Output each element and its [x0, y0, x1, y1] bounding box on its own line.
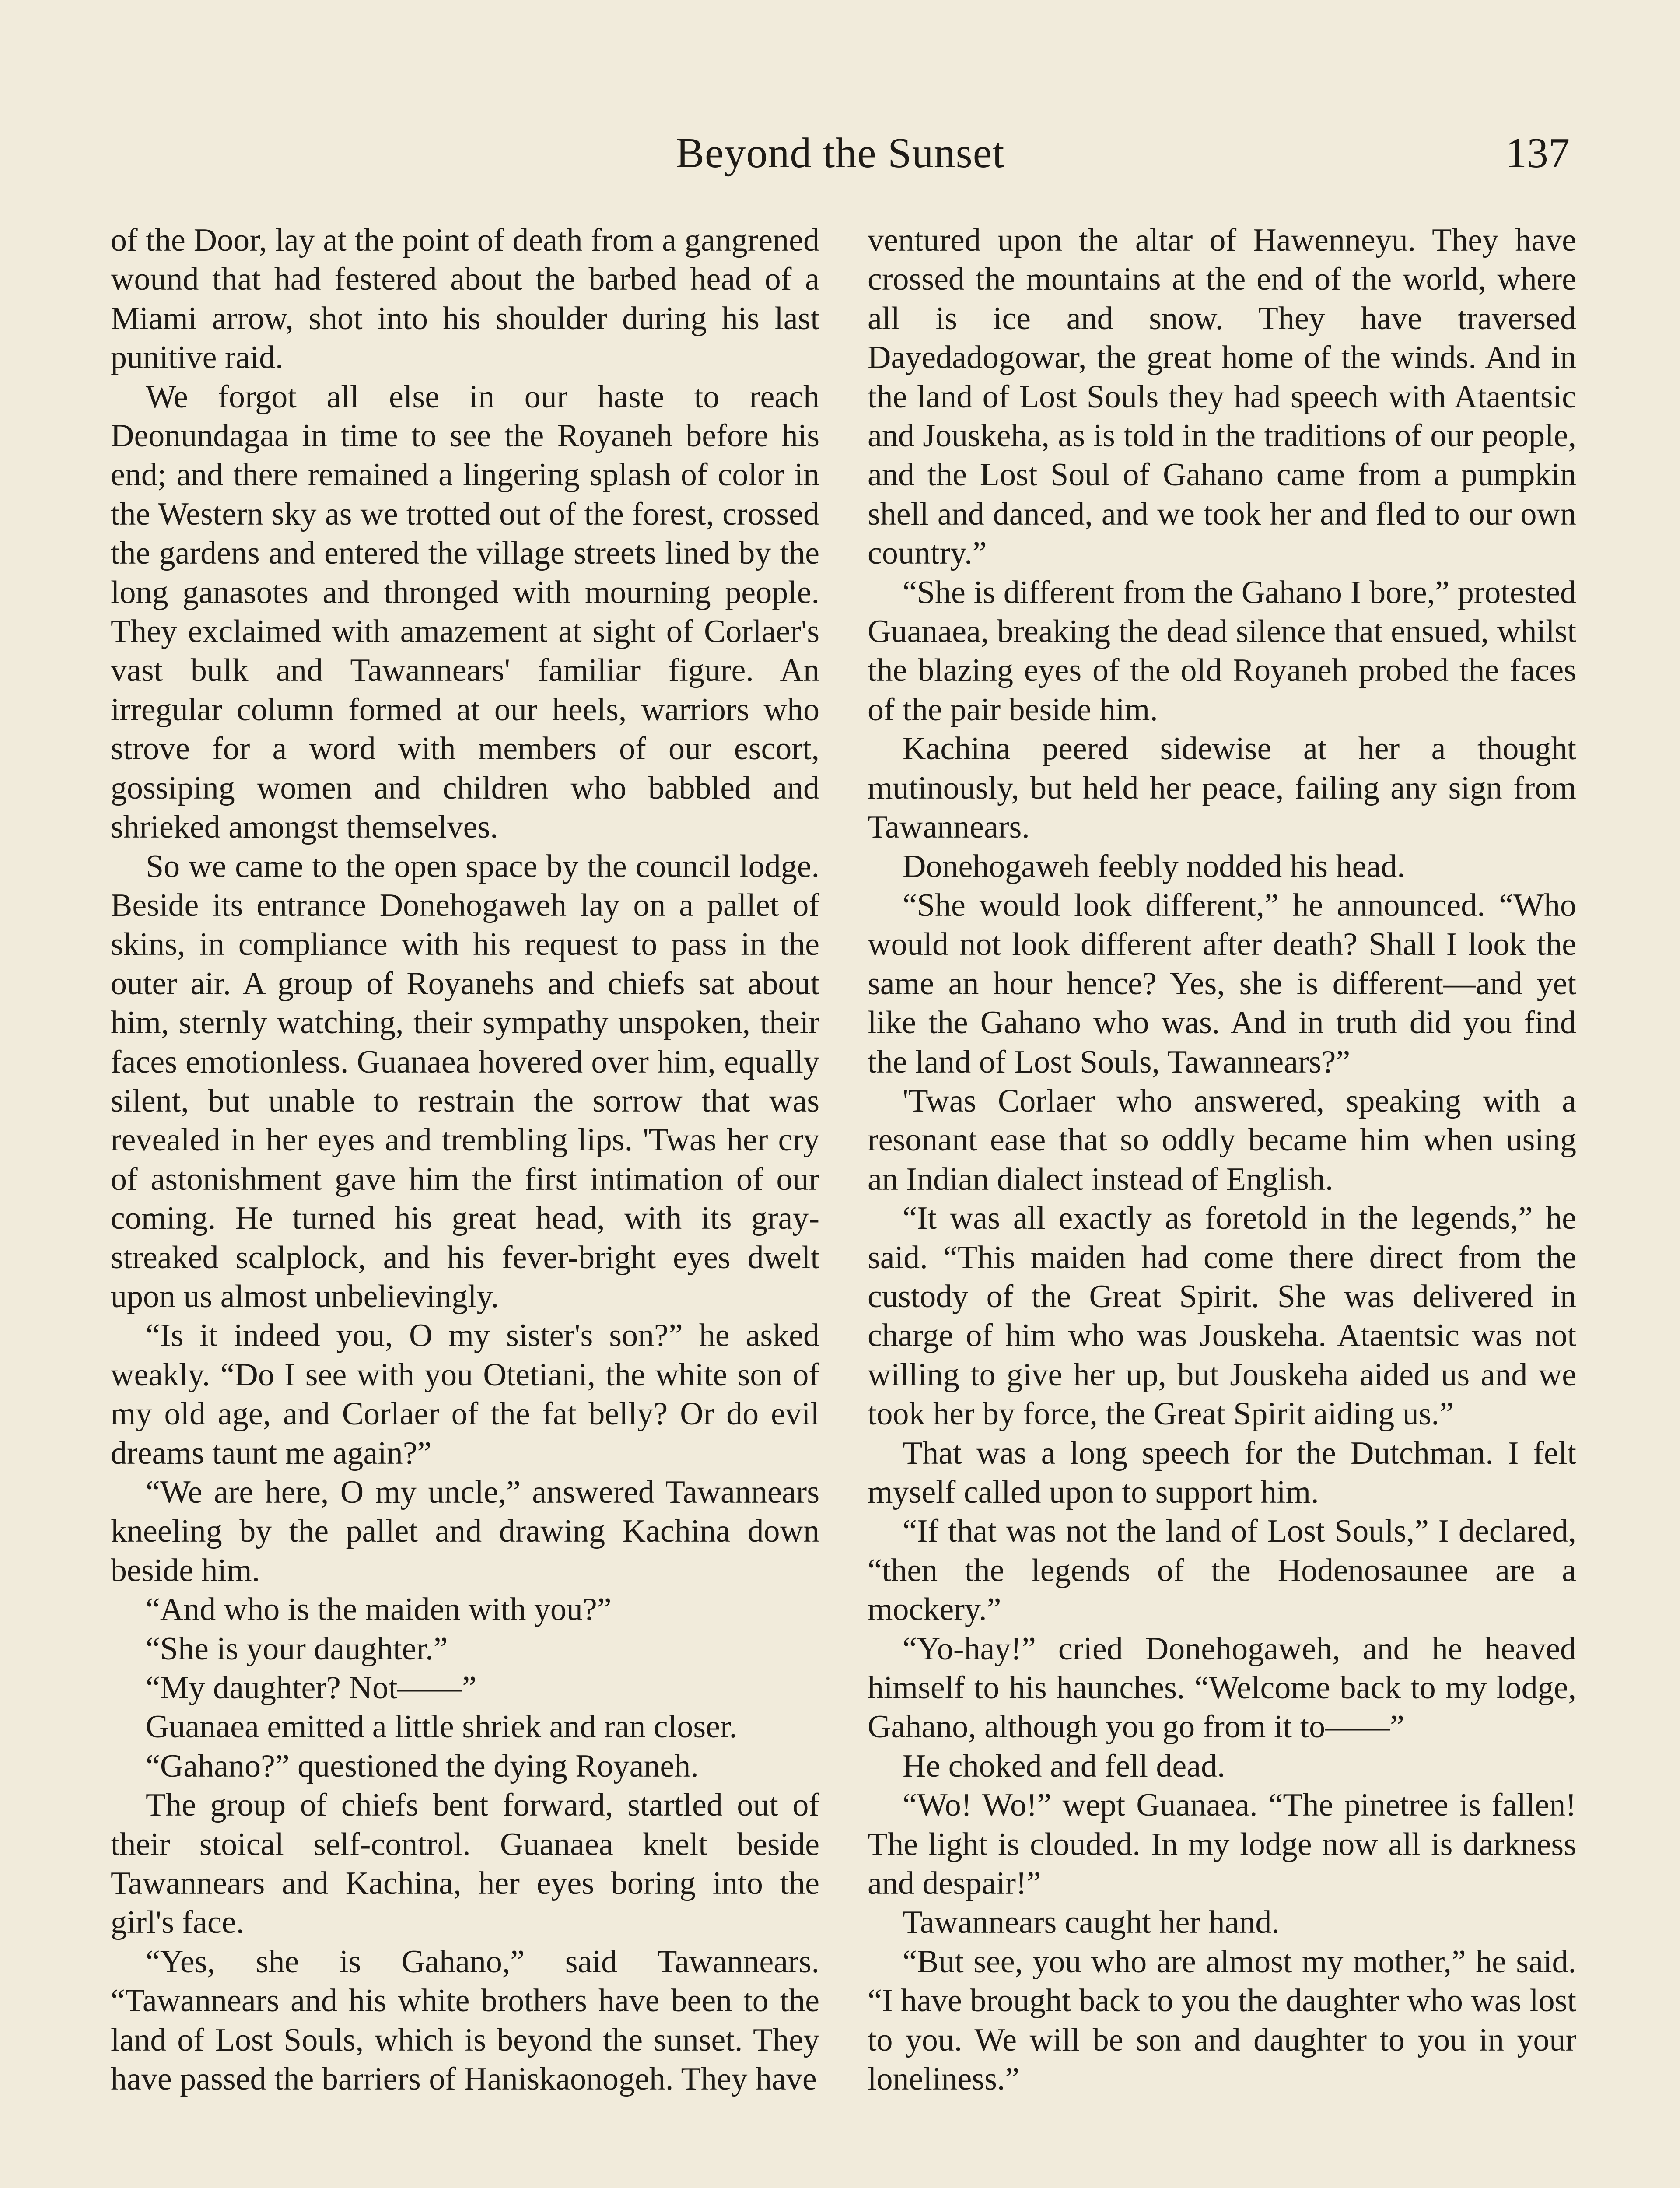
paragraph: “And who is the maiden with you?”: [146, 1592, 612, 1628]
right-column: [868, 221, 1576, 2099]
paragraph: Guanaea emitted a little shriek and ran closer.: [146, 1709, 738, 1745]
paragraph: “Yes, she is Gahano,” said Tawannears. “Tawannears and his white brothers have been to the land of Lost Souls, which is beyond the sunset. They have passed the barriers of Haniskaonogeh. They have: [111, 1943, 819, 2097]
paragraph: “But see, you who are almost my mother,” he said. “I have brought back to you the daughter who was lost to you. We will be son and daughter to you in your loneliness.”: [868, 1943, 1576, 2097]
paragraph: ventured upon the altar of Hawenneyu. They have crossed the mountains at the end of the world, where all is ice and snow. They have traversed Dayedadogowar, the great home of the winds. And in the land of Lost Souls they had speech with Ataentsic and Jouskeha, as is told in the traditions of our people, and the Lost Soul of Gahano came from a pumpkin shell and danced, and we took her and fled to our own country.”: [868, 222, 1576, 572]
paragraph: We forgot all else in our haste to reach Deonundagaa in time to see the Royaneh before his end; and there remained a lingering splash of color in the Western sky as we trotted out of the forest, crossed the gardens and entered the village streets lined by the long ganasotes and thronged with mourning people. They exclaimed with amazement at sight of Corlaer's vast bulk and Tawannears' familiar figure. An irregular column formed at our heels, warriors who strove for a word with members of our escort, gossiping women and children who babbled and shrieked amongst themselves.: [111, 379, 819, 845]
paragraph: “My daughter? Not——”: [146, 1670, 477, 1706]
paragraph: That was a long speech for the Dutchman. I felt myself called upon to support him.: [868, 1435, 1576, 1510]
paragraph: Tawannears caught her hand.: [903, 1904, 1280, 1941]
paragraph: “She is different from the Gahano I bore,” protested Guanaea, breaking the dead silence that ensued, whilst the blazing eyes of the old Royaneh probed the faces of the pair beside him.: [868, 574, 1576, 728]
paragraph: “Is it indeed you, O my sister's son?” he asked weakly. “Do I see with you Otetiani, the white son of my old age, and Corlaer of the fat belly? Or do evil dreams taunt me again?”: [111, 1318, 819, 1471]
paragraph: Kachina peered sidewise at her a thought mutinously, but held her peace, failing any sign from Tawannears.: [868, 731, 1576, 845]
paragraph: Donehogaweh feebly nodded his head.: [903, 848, 1405, 884]
left-column: [111, 221, 819, 2099]
paragraph: 'Twas Corlaer who answered, speaking with a resonant ease that so oddly became him when using an Indian dialect instead of English.: [868, 1083, 1576, 1197]
paragraph: “We are here, O my uncle,” answered Tawannears kneeling by the pallet and drawing Kachina down beside him.: [111, 1474, 819, 1588]
paragraph: He choked and fell dead.: [903, 1748, 1225, 1784]
page-header: [111, 120, 1570, 186]
paragraph: of the Door, lay at the point of death from a gangrened wound that had festered about the barbed head of a Miami arrow, shot into his shoulder during his last punitive raid.: [111, 222, 819, 376]
paragraph: “Wo! Wo!” wept Guanaea. “The pinetree is fallen! The light is clouded. In my lodge now all is darkness and despair!”: [868, 1787, 1576, 1902]
paragraph: “If that was not the land of Lost Souls,” I declared, “then the legends of the Hodenosaunee are a mockery.”: [868, 1513, 1576, 1628]
paragraph: “She would look different,” he announced. “Who would not look different after death? Shall I look the same an hour hence? Yes, she is different—and yet like the Gahano who was. And in truth did you find the land of Lost Souls, Tawannears?”: [868, 887, 1576, 1080]
running-title: Beyond the Sunset: [676, 130, 1005, 177]
paragraph: “Yo-hay!” cried Donehogaweh, and he heaved himself to his haunches. “Welcome back to my lodge, Gahano, although you go from it to——”: [868, 1630, 1576, 1745]
page-number: 137: [1505, 130, 1570, 177]
paragraph: “She is your daughter.”: [146, 1630, 448, 1667]
paragraph: “It was all exactly as foretold in the legends,” he said. “This maiden had come there direct from the custody of the Great Spirit. She was delivered in charge of him who was Jouskeha. Ataentsic was not willing to give her up, but Jouskeha aided us and we took her by force, the Great Spirit aiding us.”: [868, 1200, 1576, 1432]
paragraph: “Gahano?” questioned the dying Royaneh.: [146, 1748, 699, 1784]
paragraph: The group of chiefs bent forward, startled out of their stoical self-control. Guanaea knelt beside Tawannears and Kachina, her eyes boring into the girl's face.: [111, 1787, 819, 1941]
paragraph: So we came to the open space by the council lodge. Beside its entrance Donehogaweh lay on a pallet of skins, in compliance with his request to pass in the outer air. A group of Royanehs and chiefs sat about him, sternly watching, their sympathy unspoken, their faces emotionless. Guanaea hovered over him, equally silent, but unable to restrain the sorrow that was revealed in her eyes and trembling lips. 'Twas her cry of astonishment gave him the first intimation of our coming. He turned his great head, with its gray-streaked scalplock, and his fever-bright eyes dwelt upon us almost unbelievingly.: [111, 848, 819, 1315]
